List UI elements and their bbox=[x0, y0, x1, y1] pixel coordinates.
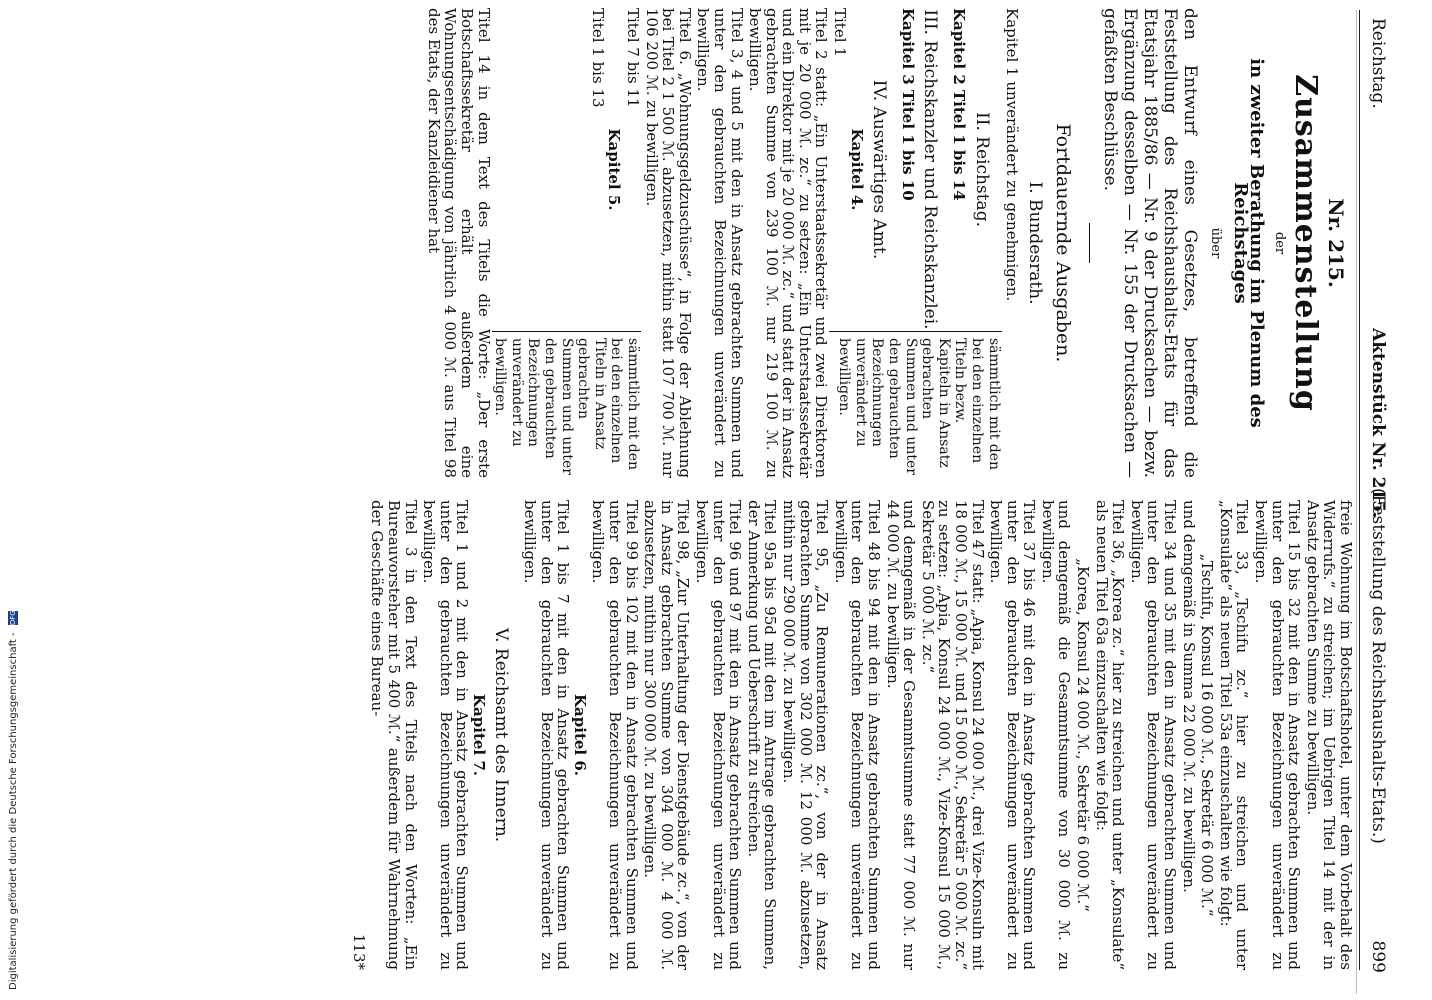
document-title: Zusammenstellung bbox=[1288, 74, 1324, 412]
rc-p7: Titel 47 statt: „Apia, Konsul 24 000 ℳ., drei Vize-Konsuln mit 18 000 ℳ., 15 000 ℳ. und 15 000 ℳ., Sekretär 5 000 ℳ. zc.“ zu setzen: „Apia, Konsul 24 000 ℳ., Vize-Konsul 15 000 ℳ., Sekretär 5 000 ℳ. zc.“ bbox=[918, 500, 987, 970]
rc-p5-quote: „Korea, Konsul 24 000 ℳ., Sekretär 6 000 ℳ.“ bbox=[1074, 558, 1093, 912]
sec1-text: Kapitel 1 unverändert zu genehmigen. bbox=[1003, 8, 1022, 302]
page-number: 899 bbox=[1368, 940, 1388, 973]
left-column bbox=[423, 8, 1354, 478]
rc-p3-end: und demgemäß in Summa 22 000 ℳ. zu bewilligen. bbox=[1179, 500, 1198, 893]
rc-p10: Titel 95a bis 95d mit den im Antrage gebrachten Summen, der Anmerkung und Ueberschrift zu streichen. bbox=[744, 500, 780, 970]
header-left: Reichstag. bbox=[1368, 18, 1388, 109]
running-header bbox=[1362, 18, 1386, 973]
section-auswaertiges-amt: IV. Auswärtiges Amt. bbox=[869, 79, 890, 260]
sec3-kapitel: Kapitel 3 Titel 1 bis 10 bbox=[898, 8, 917, 201]
section-reichskanzler: III. Reichskanzler und Reichskanzlei. bbox=[920, 9, 941, 330]
document-number: Nr. 215. bbox=[1324, 198, 1348, 288]
sec2-3-bracket-text: sämmtlich mit den bei den einzelnen Titeln bezw. Kapiteln in Ansatz gebrachten Summen und unter den gebrauchten Bezeichnungen unverändert zu bewilligen. bbox=[830, 331, 1002, 478]
rc-p1: freie Wohnung im Botschaftshotel, unter dem Vorbehalt des Widerrufs.“ zu streichen; im Uebrigen Titel 14 mit der in Ansatz gebrachten Summe zu bewilligen. bbox=[1303, 500, 1355, 970]
kap4-titel6: Titel 6. „Wohnungsgeldzuschüsse“, in Folge der Ablehnung bei Titel 2 1 500 ℳ. abzusetzen, mithin statt 107 700 ℳ. nur 106 200 ℳ. zu bewilligen. bbox=[642, 8, 694, 478]
sec2-3-group bbox=[830, 8, 1002, 478]
rc-p4: Titel 34 und 35 mit den in Ansatz gebrachten Summen und unter den gebrauchten Bezeichnungen unverändert zu bewilligen. bbox=[1127, 500, 1180, 970]
kap4-titel1: Titel 1 bbox=[831, 8, 850, 57]
rc-p2: Titel 15 bis 32 mit den in Ansatz gebrachten Summen und unter den gebrauchten Bezeichnungen unverändert zu bewilligen. bbox=[1252, 500, 1304, 970]
rc-p9: Titel 95, „Zu Remunerationen zc.“, von der in Ansatz gebrachten Summe von 302 000 ℳ. 12 000 ℳ. abzusetzen, mithin nur 290 000 ℳ. zu bewilligen. bbox=[780, 500, 832, 970]
heading-ongoing-expenses: Fortdauernde Ausgaben. bbox=[1052, 123, 1075, 363]
kapitel-5: Kapitel 5. bbox=[605, 128, 624, 211]
rc-p12: Titel 98, „Zur Unterhaltung der Dienstgebäude zc.“, von der in Ansatz gebrachten Summe von 304 000 ℳ. 4 000 ℳ. abzusetzen, mithin nur 300 000 ℳ. zu bewilligen. bbox=[641, 500, 693, 970]
header-center: Aktenstück Nr. 215. bbox=[1368, 328, 1388, 519]
intro-paragraph: den Entwurf eines Gesetzes, betreffend die Feststellung des Reichshaushalts-Etats für das Etatsjahr 1885/86 — Nr. 9 der Drucksachen — bezw. Ergänzung desselben — Nr. 155 der Drucksachen — gefaßten Beschlüsse. bbox=[1100, 8, 1201, 478]
header-rule bbox=[1359, 10, 1360, 970]
rc-p5-end: und demgemäß die Gesammtsumme von 30 000 ℳ. zu bewilligen. bbox=[1038, 500, 1074, 970]
rc-p5: Titel 36, „Korea zc.“ hier zu streichen und unter „Konsulate“ als neuen Titel 63a einzuschalten wie folgt: bbox=[1092, 500, 1128, 970]
header-right-label: (Feststellung des Reichshaushalts-Etats.) bbox=[1368, 488, 1388, 844]
kap4-5-group bbox=[492, 8, 641, 478]
right-column bbox=[348, 500, 1354, 970]
kapitel-6: Kapitel 6. bbox=[570, 694, 589, 776]
kapitel-4: Kapitel 4. bbox=[847, 128, 866, 211]
rc-p3-quote: „Tschifu, Konsul 16 000 ℳ., Sekretär 6 000 ℳ.“ bbox=[1198, 553, 1217, 917]
sec2-kapitel: Kapitel 2 Titel 1 bis 14 bbox=[950, 8, 969, 201]
funding-text: Digitalisierung gefördert durch die Deutsche Forschungsgemeinschaft - bbox=[8, 632, 19, 990]
kap5-titel14: Titel 14 in dem Text des Titels die Worte: „Der erste Botschaftssekretär erhält außerdem eine Wohnungsentschädigung von jährlich 4 000 ℳ. aus Titel 98 des Etats, der Kanzleidiener hat bbox=[424, 8, 493, 478]
rc-p13: Titel 99 bis 102 mit den in Ansatz gebrachten Summen und unter den gebrauchten Bezeichnungen unverändert zu bewilligen. bbox=[589, 500, 641, 970]
title-ueber: über bbox=[1208, 227, 1224, 259]
dfg-logo: DFG bbox=[9, 610, 17, 626]
kapitel-7: Kapitel 7. bbox=[469, 694, 488, 776]
rc-p6: Titel 37 bis 46 mit den in Ansatz gebrachten Summen und unter den gebrauchten Bezeichnungen unverändert zu bewilligen. bbox=[987, 500, 1039, 970]
kap6-text: Titel 1 bis 7 mit den in Ansatz gebrachten Summen und unter den gebrauchten Bezeichnungen unverändert zu bewilligen. bbox=[521, 500, 573, 970]
title-der: der bbox=[1271, 231, 1287, 255]
rotated-page-content bbox=[10, 0, 1400, 980]
rc-p3: Titel 33, „Tschifu zc.“ hier zu streichen und unter „Konsulate“ als neuen Titel 53a einzuschalten wie folgt: bbox=[1216, 500, 1252, 970]
document-subtitle: in zweiter Berathung im Plenum des Reichstages bbox=[1229, 58, 1268, 428]
rc-p8: Titel 48 bis 94 mit den in Ansatz gebrachten Summen und unter den gebrauchten Bezeichnungen unverändert zu bewilligen. bbox=[831, 500, 883, 970]
kap7-titel1-2: Titel 1 und 2 mit den in Ansatz gebrachten Summen und unter den gebrauchten Bezeichnungen unverändert zu bewilligen. bbox=[420, 500, 472, 970]
divider bbox=[1089, 223, 1090, 263]
signature-mark: 113* bbox=[349, 933, 368, 970]
rc-p11: Titel 96 und 97 mit den in Ansatz gebrachten Summen und unter den gebrauchten Bezeichnungen unverändert zu bewilligen. bbox=[693, 500, 745, 970]
kap4-titel7-11: Titel 7 bis 11 bbox=[623, 8, 642, 108]
kap7-titel3: Titel 3 in den Text des Titels nach den Worten: „Ein Bureauvorsteher mit 5 400 ℳ.“ außerdem für Wahrnehmung der Geschäfte eines Bureau- bbox=[368, 500, 420, 970]
kap4-titel2: Titel 2 statt: „Ein Unterstaatssekretär und zwei Direktoren mit je 20 000 ℳ. zc.“ zu setzen: „Ein Unterstaatssekretär und ein Direktor mit je 20 000 ℳ. zc.“ und statt der in Ansatz gebrachten Summe von 239 100 ℳ. nur 219 100 ℳ. zu bewilligen. bbox=[746, 8, 831, 478]
section-reichstag: II. Reichstag. bbox=[971, 112, 992, 227]
section-bundesrath: I. Bundesrath. bbox=[1024, 181, 1045, 305]
kap4-5-bracket-text: sämmtlich mit den bei den einzelnen Titeln in Ansatz gebrachten Summen und unter den gebrauchten Bezeichnungen unverändert zu bewilligen. bbox=[492, 331, 641, 478]
section-reichsamt-innern: V. Reichsamt des Innern. bbox=[491, 627, 512, 843]
kap4-titel345: Titel 3, 4 und 5 mit den in Ansatz gebrachten Summen und unter den gebrauchten Bezeichnungen unverändert zu bewilligen. bbox=[694, 8, 746, 478]
kap5-titel1-13: Titel 1 bis 13 bbox=[588, 8, 607, 108]
rc-p7-end: und demgemäß in der Gesammtsumme statt 77 000 ℳ. nur 44 000 ℳ. zu bewilligen. bbox=[883, 500, 919, 970]
